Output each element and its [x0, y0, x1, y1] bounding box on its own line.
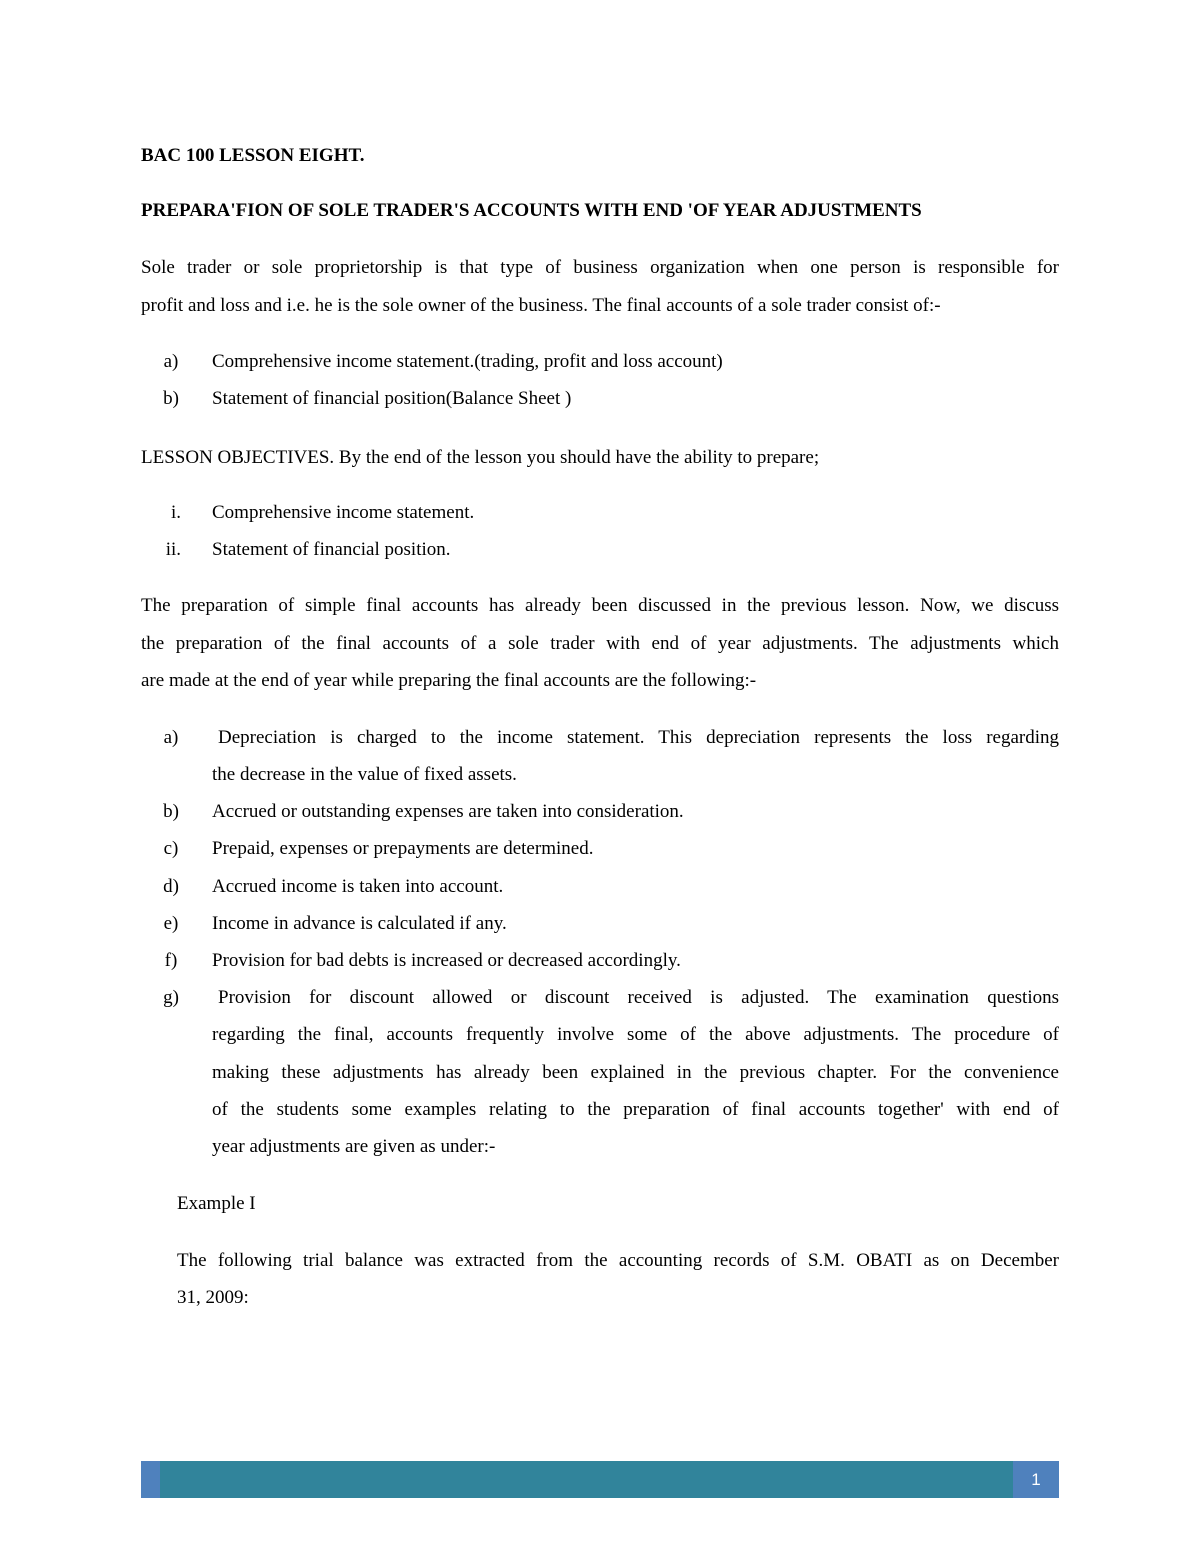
list-item-text-continued: year adjustments are given as under:-: [212, 1136, 496, 1157]
example-title: Example I: [177, 1193, 256, 1214]
list-item-text-continued: making these adjustments has already been explained in the previous chapter. For the convenience: [212, 1062, 1059, 1083]
list-item-text: Income in advance is calculated if any.: [212, 913, 507, 934]
list-item-text: Depreciation is charged to the income statement. This depreciation represents the loss regarding: [218, 727, 1059, 748]
list-marker: b): [163, 388, 179, 409]
paragraph-2-line-1: The preparation of simple final accounts has already been discussed in the previous lesson. Now, we discuss: [141, 595, 1059, 616]
objectives-intro: LESSON OBJECTIVES. By the end of the lesson you should have the ability to prepare;: [141, 447, 820, 468]
example-text-line-1: The following trial balance was extracted from the accounting records of S.M. OBATI as on December: [177, 1250, 1059, 1271]
example-text-line-2: 31, 2009:: [177, 1287, 249, 1308]
paragraph-2-line-3: are made at the end of year while preparing the final accounts are the following:-: [141, 670, 757, 691]
list-item-text: Accrued income is taken into account.: [212, 876, 504, 897]
list-marker: a): [163, 351, 179, 372]
list-item-adjustment-a: [141, 726, 1059, 788]
list-marker: a): [163, 727, 179, 748]
page-number: 1: [1013, 1461, 1059, 1498]
list-marker: i.: [170, 502, 181, 523]
list-marker: g): [163, 987, 179, 1008]
list-marker: e): [163, 913, 179, 934]
list-marker: ii.: [165, 539, 181, 560]
section-subheading: PREPARA'FION OF SOLE TRADER'S ACCOUNTS WITH END 'OF YEAR ADJUSTMENTS: [141, 200, 922, 221]
list-marker: c): [163, 838, 179, 859]
list-item-text: Provision for discount allowed or discount received is adjusted. The examination questions: [218, 987, 1059, 1008]
list-marker: d): [163, 876, 179, 897]
list-item-text: Accrued or outstanding expenses are taken into consideration.: [212, 801, 684, 822]
list-item-text: Comprehensive income statement.(trading, profit and loss account): [212, 351, 723, 372]
list-item-text: Prepaid, expenses or prepayments are determined.: [212, 838, 594, 859]
page-footer-bar: [141, 1461, 1059, 1498]
list-marker: f): [164, 950, 178, 971]
document-page: [141, 0, 1059, 1553]
list-item-text-continued: regarding the final, accounts frequently involve some of the above adjustments. The procedure of: [212, 1024, 1059, 1045]
paragraph-2-line-2: the preparation of the final accounts of a sole trader with end of year adjustments. The adjustments which: [141, 633, 1059, 654]
list-item-text: Provision for bad debts is increased or decreased accordingly.: [212, 950, 681, 971]
list-item-text: Comprehensive income statement.: [212, 502, 475, 523]
lesson-heading: BAC 100 LESSON EIGHT.: [141, 145, 365, 166]
intro-line-2: profit and loss and i.e. he is the sole owner of the business. The final accounts of a sole trader consist of:-: [141, 295, 941, 316]
intro-line-1: Sole trader or sole proprietorship is that type of business organization when one person is responsible for: [141, 257, 1059, 278]
list-item-text-continued: of the students some examples relating to the preparation of final accounts together' with end of: [212, 1099, 1059, 1120]
list-marker: b): [163, 801, 179, 822]
list-item-text-continued: the decrease in the value of fixed assets.: [212, 764, 517, 785]
footer-accent-block: [141, 1461, 160, 1498]
list-item-text: Statement of financial position(Balance Sheet ): [212, 388, 572, 409]
list-item-text: Statement of financial position.: [212, 539, 451, 560]
list-item-adjustment-g: [141, 986, 1059, 1160]
